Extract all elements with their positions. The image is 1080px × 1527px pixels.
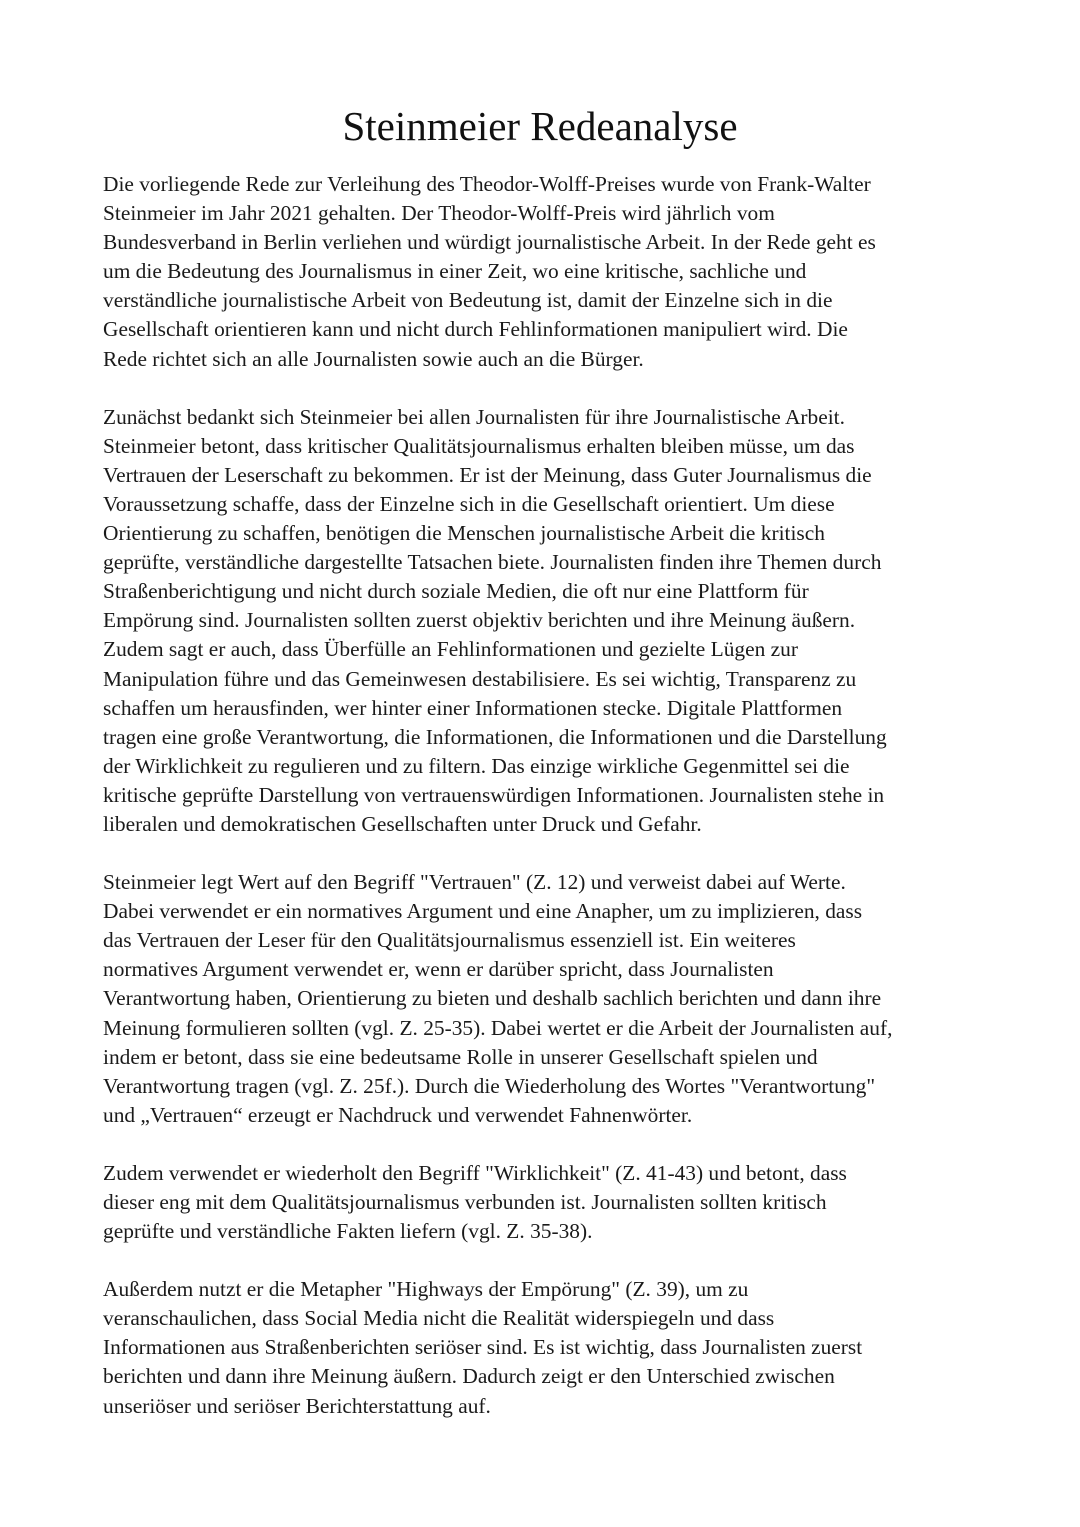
paragraph-reality-analysis: Zudem verwendet er wiederholt den Begriff "Wirklichkeit" (Z. 41-43) und betont, dass dieser eng mit dem Qualitätsjournalismus verbunden ist. Journalisten sollten kritisch geprüfte und verständliche Fakten liefern (vgl. Z. 35-38). [103, 1160, 847, 1244]
paragraph-trust-analysis: Steinmeier legt Wert auf den Begriff "Vertrauen" (Z. 12) und verweist dabei auf Werte. Dabei verwendet er ein normatives Argument und eine Anapher, um zu implizieren, dass das Vertrauen der Leser für den Qualitätsjournalismus essenziell ist. Ein weiteres normatives Argument verwendet er, wenn er darüber spricht, dass Journalisten Verantwortung haben, Orientierung zu bieten und deshalb sachlich berichten und dann ihre Meinung formulieren sollten (vgl. Z. 25-35). Dabei wertet er die Arbeit der Journalisten auf, indem er betont, dass sie eine bedeutsame Rolle in unserer Gesellschaft spielen und Verantwortung tragen (vgl. Z. 25f.). Durch die Wiederholung des Wortes "Verantwortung" und „Vertrauen“ erzeugt er Nachdruck und verwendet Fahnenwörter. [103, 870, 893, 1127]
document-title: Steinmeier Redeanalyse [342, 103, 738, 149]
paragraph-introduction: Die vorliegende Rede zur Verleihung des Theodor-Wolff-Preises wurde von Frank-Walter Steinmeier im Jahr 2021 gehalten. Der Theodor-Wolff-Preis wird jährlich vom Bundesverband in Berlin verliehen und würdigt journalistische Arbeit. In der Rede geht es um die Bedeutung des Journalismus in einer Zeit, wo eine kritische, sachliche und verständliche journalistische Arbeit von Bedeutung ist, damit der Einzelne sich in die Gesellschaft orientieren kann und nicht durch Fehlinformationen manipuliert wird. Die Rede richtet sich an alle Journalisten sowie auch an die Bürger. [103, 172, 876, 371]
paragraph-summary: Zunächst bedankt sich Steinmeier bei allen Journalisten für ihre Journalistische Arbeit. Steinmeier betont, dass kritischer Qualitätsjournalismus erhalten bleiben müsse, um das Vertrauen der Leserschaft zu bekommen. Er ist der Meinung, dass Guter Journalismus die Voraussetzung schaffe, dass der Einzelne sich in die Gesellschaft orientiert. Um diese Orientierung zu schaffen, benötigen die Menschen journalistische Arbeit die kritisch geprüfte, verständliche dargestellte Tatsachen biete. Journalisten finden ihre Themen durch Straßenberichtigung und nicht durch soziale Medien, die oft nur eine Plattform für Empörung sind. Journalisten sollten zuerst objektiv berichten und ihre Meinung äußern. Zudem sagt er auch, dass Überfülle an Fehlinformationen und gezielte Lügen zur Manipulation führe und das Gemeinwesen destabilisiere. Es sei wichtig, Transparenz zu schaffen um herausfinden, wer hinter einer Informationen stecke. Digitale Plattformen tragen eine große Verantwortung, die Informationen, die Informationen und die Darstellung der Wirklichkeit zu regulieren und zu filtern. Das einzige wirkliche Gegenmittel sei die kritische geprüfte Darstellung von vertrauenswürdigen Informationen. Journalisten stehe in liberalen und demokratischen Gesellschaften unter Druck und Gefahr. [103, 404, 887, 836]
paragraph-metaphor-analysis: Außerdem nutzt er die Metapher "Highways der Empörung" (Z. 39), um zu veranschaulichen, dass Social Media nicht die Realität widerspiegeln und dass Informationen aus Straßenberichten seriöser sind. Es ist wichtig, dass Journalisten zuerst berichten und dann ihre Meinung äußern. Dadurch zeigt er den Unterschied zwischen unseriöser und seriöser Berichterstattung auf. [103, 1277, 863, 1418]
document-body [103, 170, 983, 1450]
